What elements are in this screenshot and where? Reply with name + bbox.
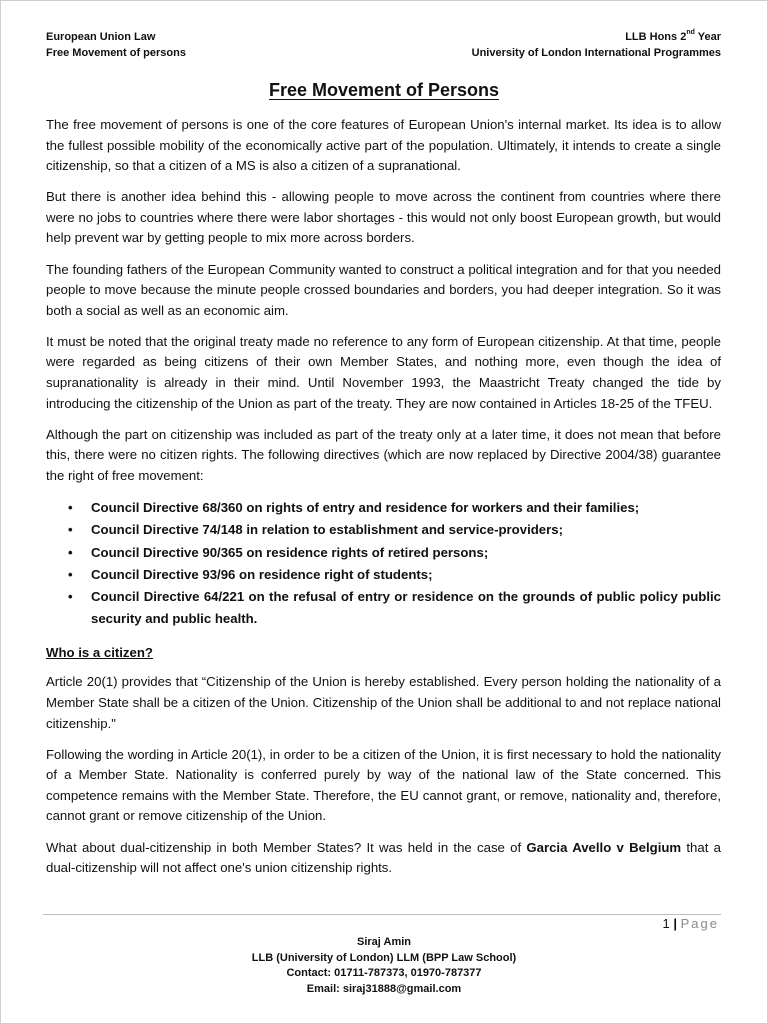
footer-email: Email: siraj31888@gmail.com: [306, 982, 462, 995]
footer-qualifications: LLB (University of London) LLM (BPP Law School): [251, 951, 517, 964]
bullet-icon: •: [68, 544, 73, 560]
list-item: [46, 542, 721, 564]
paragraph-article-20: Article 20(1) provides that “Citizenship of the Union is hereby established. Every person holding the nationality of a Member State shall be a citizen of the Union. Citizenship of the Union shall be additional to and not replace national citizenship.": [46, 674, 721, 731]
list-item-text: Council Directive 93/96 on residence right of students;: [91, 566, 433, 582]
case-name: Garcia Avello v Belgium: [526, 839, 682, 855]
page-title-wrap: [1, 80, 767, 101]
bullet-icon: •: [68, 566, 73, 582]
header-university: University of London International Programmes: [471, 47, 721, 59]
page-number-value: 1: [662, 916, 670, 931]
paragraph-dual-after: that a dual-citizenship will not affect one's union citizenship rights.: [46, 839, 721, 876]
list-item: [46, 519, 721, 541]
header-year-prefix: LLB Hons 2: [625, 31, 687, 43]
document-body: [46, 115, 721, 889]
footer-author: Siraj Amin: [357, 936, 411, 948]
footer-contact: Contact: 01711-787373, 01970-787377: [286, 967, 482, 979]
paragraph-founding-fathers: The founding fathers of the European Community wanted to construct a political integration and for that you needed people to move because the minute people crossed boundaries and borders, you had deeper integration. So it was both a social as well as an economic aim.: [46, 261, 721, 318]
header-topic: Free Movement of persons: [46, 47, 186, 59]
bullet-icon: •: [68, 500, 73, 515]
header-programme-year: [472, 29, 721, 45]
page-number-separator: |: [673, 916, 677, 931]
header-left: [46, 29, 186, 61]
page-title: Free Movement of Persons: [268, 80, 500, 100]
header-year-suffix: Year: [694, 31, 721, 43]
page-number: [663, 916, 720, 931]
paragraph-dual-before: What about dual-citizenship in both Member States? It was held in the case of: [46, 839, 527, 855]
directives-list: [46, 497, 721, 631]
paragraph-intro: The free movement of persons is one of the core features of European Union's internal market. Its idea is to allow the fullest possible mobility of the economically active part of the population. Ultimately, it intends to create a single citizenship, so that a citizen of a MS is also a citizen of a supranational.: [46, 117, 721, 174]
list-item: [46, 564, 721, 586]
list-item-text: Council Directive 90/365 on residence rights of retired persons;: [91, 544, 489, 560]
list-item: [46, 497, 721, 519]
paragraph-idea: But there is another idea behind this - allowing people to move across the continent from countries where there were no jobs to countries where there were labor shortages - this would not only boost European growth, but would help prevent war by getting people to mix more across borders.: [46, 189, 721, 246]
list-item-text: Council Directive 64/221 on the refusal of entry or residence on the grounds of public policy public security and public health.: [91, 589, 721, 627]
paragraph-original-treaty: It must be noted that the original treaty made no reference to any form of European citizenship. At that time, people were regarded as being citizens of their own Member States, and nothing more, even though the idea of supranationality is already in their mind. Until November 1993, the Maastricht Treaty changed the tide by introducing the citizenship of the Union as part of the treaty. They are now contained in Articles 18-25 of the TFEU.: [46, 333, 721, 411]
page-number-label: Page: [680, 916, 719, 931]
bullet-icon: •: [68, 522, 73, 538]
header-right: [472, 29, 721, 61]
list-item-text: Council Directive 68/360 on rights of entry and residence for workers and their families;: [91, 500, 640, 515]
list-item-text: Council Directive 74/148 in relation to establishment and service-providers;: [91, 522, 563, 538]
section-heading: Who is a citizen?: [46, 644, 153, 660]
page-footer: [1, 935, 767, 997]
header-course-title: European Union Law: [46, 31, 156, 43]
list-item: [46, 586, 721, 631]
paragraph-dual-citizenship: [46, 838, 721, 879]
footer-divider: [43, 914, 721, 915]
header-year-sup: nd: [686, 29, 695, 37]
bullet-icon: •: [68, 589, 73, 605]
paragraph-directives-intro: Although the part on citizenship was included as part of the treaty only at a later time, it does not mean that before this, there were no citizen rights. The following directives (which are now replaced by Directive 2004/38) guarantee the right of free movement:: [46, 426, 721, 483]
paragraph-nationality: Following the wording in Article 20(1), in order to be a citizen of the Union, it is first necessary to hold the nationality of a Member State. Nationality is conferred purely by way of the national law of the State concerned. This competence remains with the Member State. Therefore, the EU cannot grant, or remove, nationality and, therefore, cannot grant or remove citizenship of the Union.: [46, 746, 721, 824]
